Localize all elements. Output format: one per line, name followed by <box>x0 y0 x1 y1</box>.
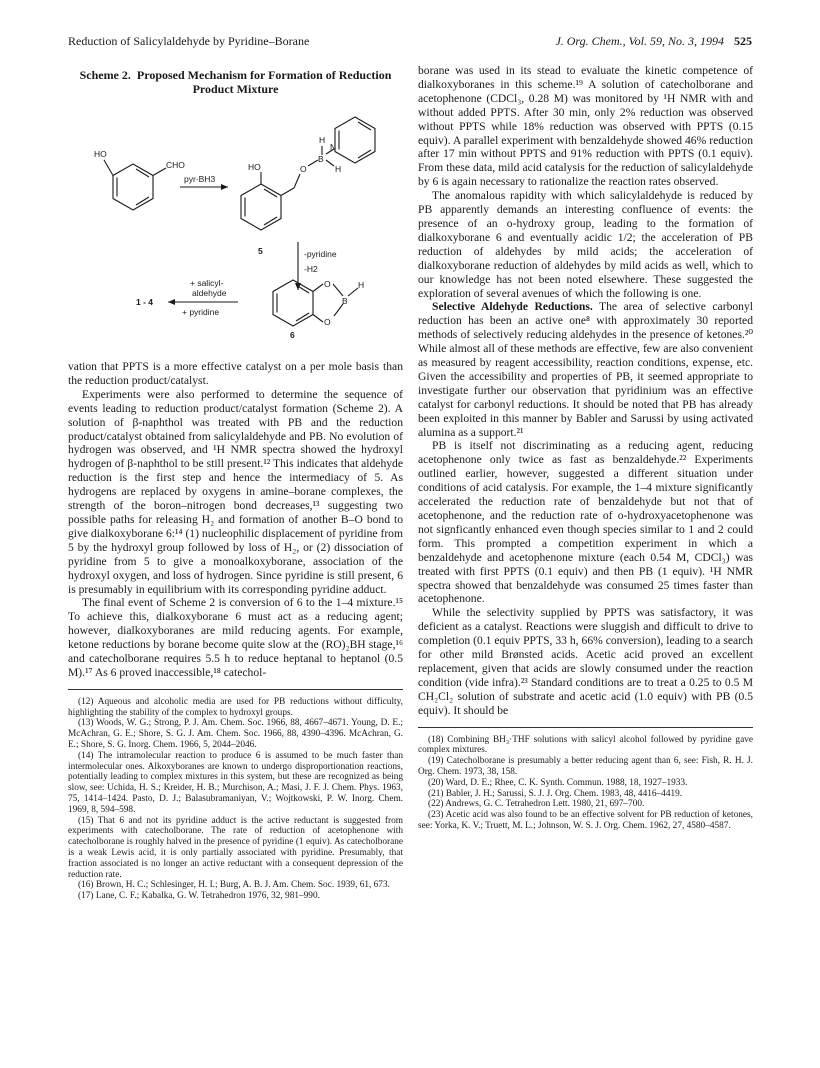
label-ho-1: HO <box>94 149 107 159</box>
label-h-top: H <box>319 135 326 145</box>
label-plus-salicyl: + salicyl- <box>190 278 224 288</box>
footnote-21: (21) Babler, J. H.; Sarussi, S. J. J. Org. Chem. 1983, 48, 4416–4419. <box>428 788 683 799</box>
page-number: 525 <box>734 34 752 48</box>
right-paragraph-1: borane was used in its stead to evaluate the kinetic competence of dialkoxyboranes in this scheme.¹⁹ A solution of catecholborane and acetophenone (CDCl₃, 0.28 M) was monitored by ¹H NMR with and without added PPTS. After 30 min, only 2% reduction was observed without PPTS while 18% reduction was observed with PPTS (0.15 equiv). A parallel experiment with benzaldehyde showed 46% reduction after 17 min without PPTS and 91% reduction with PPTS (0.1 equiv). From these data, mild acid catalysis for the reduction of salicylaldehyde by 6 is again necessary to rationalize the reaction rates observed. <box>418 64 753 189</box>
label-n-2: N <box>330 142 337 152</box>
right-paragraph-4: While the selectivity supplied by PPTS was satisfactory, it was deficient as a catalyst. Reactions were sluggish and difficult to drive to completion (0.1 equiv PPTS, 33 h, 66% conversion), leading to a search for other mild Brønsted acids. Acetic acid proved an excellent replacement, given that acids are slowly consumed under the reaction condition (vide infra).²³ Standard conditions are to treat a 0.25 to 0.5 M CH₂Cl₂ solution of substrate and acetic acid (1.0 equiv) with PB (0.5 equiv). It should be <box>418 606 753 717</box>
journal-name: J. Org. Chem., Vol. 59, No. 3, 1994 <box>555 34 724 48</box>
label-h-6: H <box>358 280 365 290</box>
right-paragraph-3: PB is itself not discriminating as a reducing agent, reducing acetophenone only twice as fast as benzaldehyde.²² Experiments outlined earlier, however, suggested a different situation under conditions of acid catalysis. For example, the 1–4 mixture significantly accelerated the reduction rate of benzaldehyde but not that of acetophenone, and the reduction rate of o-hydroxyacetophenone was not signficantly enhanced even though species similar to 1 and 2 could form. This prompted a competition experiment in which a benzaldehyde and acetophenone mixture (each 0.54 M, CDCl₃) was treated with first PPTS (0.1 equiv) and then PB (1 equiv). ¹H NMR spectra showed that benzaldehyde was consumed 25 times faster than acetophenone. <box>418 439 753 606</box>
right-footnotes <box>418 727 753 832</box>
left-column <box>68 64 403 902</box>
scheme-caption: Proposed Mechanism for Formation of Reduction Product Mixture <box>136 68 392 96</box>
footnote-15: (15) That 6 and not its pyridine adduct is the active reductant is suggested from experiments with catecholborane. The rate of reduction of acetophenone with catecholborane is roughly halved in the presence of pyridine (1 equiv). As catecholborane is a weak Lewis acid, it is only partially associated with pyridine. Presumably, that fraction associated is no longer an active reductant with a consequent depression of the reduction rate. <box>68 815 403 880</box>
label-o-2: O <box>300 164 307 174</box>
footnote-18: (18) Combining BH₃·THF solutions with salicyl alcohol followed by pyridine gave complex mixtures. <box>418 734 753 756</box>
journal-citation <box>555 34 752 49</box>
label-compound-5: 5 <box>258 246 263 256</box>
scheme-2-figure <box>68 102 403 340</box>
compound-6-ring <box>273 280 313 326</box>
footnote-17: (17) Lane, C. F.; Kabalka, G. W. Tetrahedron 1976, 32, 981–990. <box>78 891 320 902</box>
left-paragraph-2: Experiments were also performed to determine the sequence of events leading to reduction product/catalyst formation (Scheme 2). A solution of β-naphthol was treated with PB and the reduction product/catalyst obtained from salicylaldehyde and PB. No evolution of hydrogen was observed, and ¹H NMR spectra showed the hydroxyl hydrogen of β-naphthol to be still present.¹² This indicates that aldehyde reduction is the first step and hence the intermediacy of 5. As hydrogens are replaced by oxygens in amine–borane complexes, the strength of the boron–nitrogen bond decreases,¹³ suggesting two possible paths for releasing H₂ and formation of another B–O bond to give dialkoxyborane 6:¹⁴ (1) nucleophilic displacement of pyridine from 5 by the hydroxyl group followed by loss of H₂, or (2) dissociation of pyridine from 5 to give a monoalkoxyborane, association of the hydroxyl oxygen, and loss of hydrogen. Since pyridine is still present, 6 is presumably in equilibrium with its corresponding pyridine adduct. <box>68 387 403 596</box>
label-b-2: B <box>318 154 324 164</box>
label-cho: CHO <box>166 160 185 170</box>
footnote-14: (14) The intramolecular reaction to produce 6 is assumed to be much faster than intermolecular ones. Alkoxyboranes are known to undergo disproportionation reactions, potentially leading to complex mixtures in this system, but these are recognized as being slow, see: Uchida, H. S.; Kreider, H. B.; Murchison, A.; Masi, J. F. J. Chem. Phys. 1963, 75, 1414–1424. Pasto, D. J.; Balasubramaniyan, V.; Wojtkowski, P. W. Inorg. Chem. 1969, 8, 594–598. <box>68 750 403 815</box>
left-footnotes <box>68 689 403 902</box>
salicylaldehyde-ring <box>113 164 153 210</box>
footnote-19: (19) Catecholborane is presumably a better reducing agent than 6, see: Fish, R. H. J. Org. Chem. 1973, 38, 158. <box>418 756 753 777</box>
footnote-20: (20) Ward, D. E.; Rhee, C. K. Synth. Commun. 1988, 18, 1927–1933. <box>428 777 688 788</box>
footnote-12: (12) Aqueous and alcoholic media are used for PB reductions without difficulty, highlighting the stability of the complex to hydroxyl groups. <box>68 696 403 718</box>
label-ho-2: HO <box>248 162 261 172</box>
left-paragraph-3: The final event of Scheme 2 is conversion of 6 to the 1–4 mixture.¹⁵ To achieve this, dialkoxyborane 6 must act as a reducing agent; however, dialkoxyboranes are mild reducing agents. For example, ketone reductions by borane become quite slow at the (RO)₂BH stage,¹⁶ and catecholborane requires 5.5 h to reduce heptanal to heptanol (0.5 M).¹⁷ As 6 proved inaccessible,¹⁸ catechol- <box>68 596 403 679</box>
footnote-16: (16) Brown, H. C.; Schlesinger, H. I.; Burg, A. B. J. Am. Chem. Soc. 1939, 61, 673. <box>78 880 390 891</box>
label-product-1-4: 1 - 4 <box>136 297 154 307</box>
right-column <box>418 64 753 832</box>
section-first-paragraph: The area of selective carbonyl reduction has been an active one⁸ with approximately 30 reported methods of selectively reducing aldehydes in the presence of ketones.²⁰ While almost all of these methods are effective, few are also convenient as measured by reagent accessibility, reaction conditions, expense, etc. Given the accessibility and properties of PB, it seemed appropriate to investigate further our observation that pyridinium was an effective catalyst for carbonyl reductions. It should be noted that PB has already been exploited in this manner by Babler and Sarussi by using activated alumina as a support.²¹ <box>418 300 753 439</box>
section-heading: Selective Aldehyde Reductions. <box>432 300 593 314</box>
label-h-right: H <box>335 164 342 174</box>
footnote-13: (13) Woods, W. G.; Strong, P. J. Am. Chem. Soc. 1966, 88, 4667–4671. Young, D. E.; McAchran, G. E.; Shore, S. G. J. Am. Chem. Soc. 1966, 88, 4390–4396. McAchran, G. E.; Shore, S. G. Inorg. Chem. 1966, 5, 2044–2046. <box>68 718 403 751</box>
pyridine-ring <box>335 117 375 163</box>
section-paragraph <box>418 300 753 439</box>
label-plus-pyridine: + pyridine <box>182 307 220 317</box>
running-header <box>68 34 752 50</box>
right-paragraph-2: The anomalous rapidity with which salicylaldehyde is reduced by PB apparently demands an interesting confluence of events: the presence of an o-hydroxy group, leading to the formation of dialkoxyborane 6 and eventually acidic 1/2; the acceleration of PB reduction of aldehydes by mild acids; the acceleration of dialkoxyborane reduction of aldehydes by mild acids as well, which to our knowledge has not been noted elsewhere. These suggested the exploration of several avenues of which the following is one. <box>418 189 753 300</box>
footnote-23: (23) Acetic acid was also found to be an effective solvent for PB reduction of ketones, see: Yorka, K. V.; Truett, M. L.; Johnson, W. S. J. Org. Chem. 1962, 27, 4580–4587. <box>418 810 753 831</box>
label-b-6: B <box>342 296 348 306</box>
label-aldehyde: aldehyde <box>192 288 227 298</box>
footnote-22: (22) Andrews, G. C. Tetrahedron Lett. 1980, 21, 697–700. <box>428 799 645 810</box>
intermediate-5-ring <box>241 184 281 230</box>
label-compound-6: 6 <box>290 330 295 340</box>
label-o-6a: O <box>324 279 331 289</box>
label-minus-pyridine: -pyridine <box>304 249 337 259</box>
label-o-6b: O <box>324 317 331 327</box>
scheme-title <box>68 68 403 96</box>
running-title: Reduction of Salicylaldehyde by Pyridine–Borane <box>68 34 310 48</box>
label-reagent: pyr·BH3 <box>184 174 216 184</box>
scheme-label: Scheme 2. <box>79 68 131 82</box>
label-minus-h2: -H2 <box>304 264 318 274</box>
left-paragraph-1: vation that PPTS is a more effective catalyst on a per mole basis than the reduction product/catalyst. <box>68 360 403 387</box>
